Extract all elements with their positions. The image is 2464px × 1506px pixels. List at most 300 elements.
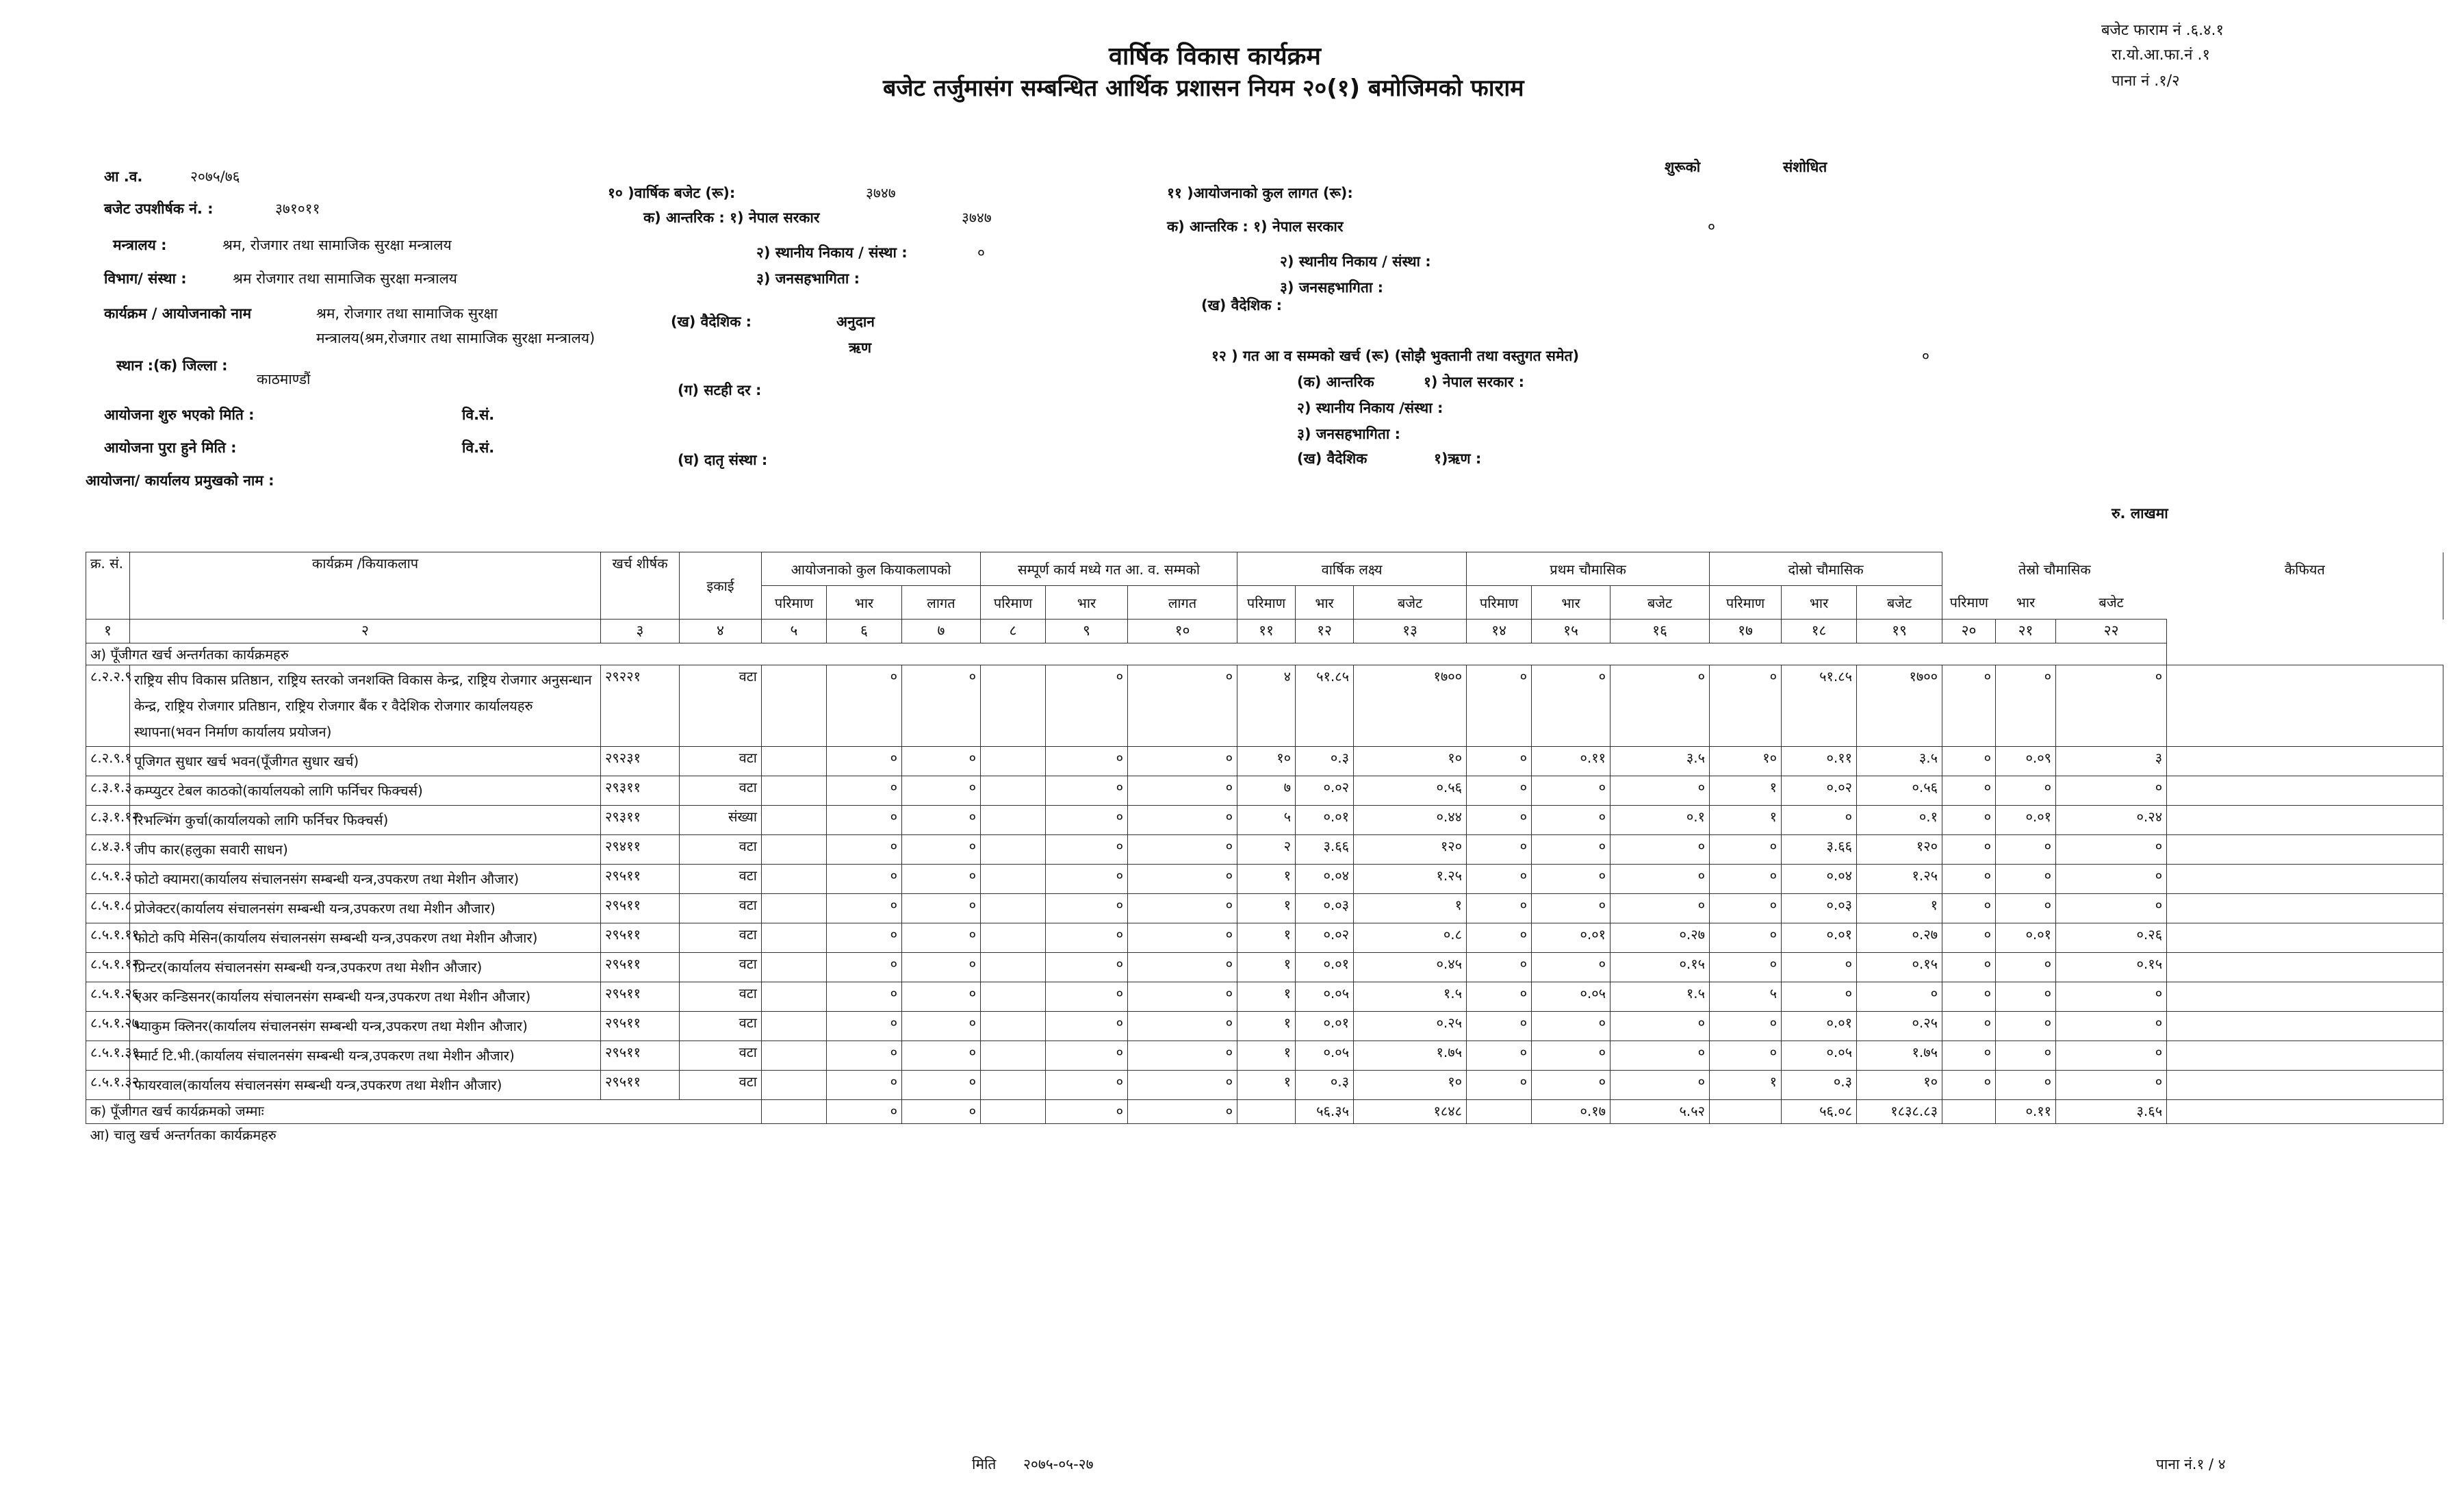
row-value-c22 [2167,923,2443,953]
row-value-c10: १ [1237,894,1296,923]
table-row [86,1041,2443,1071]
donor-label: (घ) दातृ संस्था : [678,452,768,468]
table-row [86,806,2443,835]
section-current-row [86,1124,2443,1146]
row-value-c7 [981,982,1046,1012]
prev-expense-label: १२ ) गत आ व सम्मको खर्च (रू) (सोझै भुक्तानी तथा वस्तुगत समेत) [1211,348,1580,364]
dept-label: विभाग/ संस्था : [104,270,187,287]
program-label: कार्यक्रम / आयोजनाको नाम [104,305,252,322]
row-value-c21: ० [2056,865,2167,894]
row-value-c16: ५ [1710,982,1782,1012]
row-unit: वटा [680,953,762,982]
total-value-c7 [981,1100,1046,1124]
total-value-c19 [1942,1100,1996,1124]
total-value-c15: ५.५२ [1610,1100,1710,1124]
row-value-c7 [981,806,1046,835]
row-code: २९५११ [601,953,680,982]
row-sn: ८.५.१.२६ [86,982,130,1012]
col-group-q3: तेस्रो चौमासिक [2018,561,2091,578]
row-value-c11: ५१.८५ [1296,665,1354,747]
row-value-c9: ० [1128,747,1237,776]
column-index-cell: ७ [902,620,981,643]
row-value-c11: ०.०३ [1296,894,1354,923]
form-title: वार्षिक विकास कार्यक्रम [1109,42,1321,71]
start-date-label: आयोजना शुरु भएको मिति : [104,407,255,423]
chief-label: आयोजना/ कार्यालय प्रमुखको नाम : [86,472,274,489]
sub-qty: परिमाण [762,586,827,620]
column-index-cell: ३ [601,620,680,643]
row-activity: जीप कार(हलुका सवारी साधन) [130,835,601,865]
sub-weight: भार [1782,586,1857,620]
row-value-c8: ० [1046,1071,1128,1100]
budget-grant-label: अनुदान [836,314,875,330]
unit-note: रु. लाखमा [2112,505,2168,522]
table-row [86,982,2443,1012]
form-subtitle: बजेट तर्जुमासंग सम्बन्धित आर्थिक प्रशासन नियम २०(१) बमोजिमको फाराम [883,75,1524,102]
row-value-c22 [2167,835,2443,865]
column-index-cell: १७ [1710,620,1782,643]
row-value-c4 [762,923,827,953]
column-index-cell: १२ [1296,620,1354,643]
initial-col-label: शुरूको [1665,159,1701,175]
row-value-c7 [981,776,1046,806]
row-activity: फायरवाल(कार्यालय संचालनसंग सम्बन्धी यन्त्र,उपकरण तथा मेशीन औजार) [130,1071,601,1100]
row-value-c14: ० [1532,1071,1610,1100]
program-table [86,552,2443,1145]
column-index-cell: २ [130,620,601,643]
row-value-c10: १ [1237,1071,1296,1100]
row-value-c9: ० [1128,806,1237,835]
sub-cost: लागत [902,586,981,620]
row-value-c14: ० [1532,806,1610,835]
row-value-c6: ० [902,776,981,806]
row-value-c12: ०.४५ [1354,953,1467,982]
row-value-c19: ० [1942,865,1996,894]
subhead-value: ३७१०११ [275,201,320,217]
column-index-cell: ११ [1237,620,1296,643]
row-code: २९५११ [601,1041,680,1071]
row-value-c6: ० [902,665,981,747]
cost-internal-label: क) आन्तरिक : १) नेपाल सरकार [1167,218,1344,235]
row-code: २९२२१ [601,665,680,747]
table-row [86,894,2443,923]
row-value-c16: १ [1710,1071,1782,1100]
row-unit: वटा [680,835,762,865]
annual-budget-value: ३७४७ [866,185,896,201]
row-unit: वटा [680,1041,762,1071]
row-value-c16: ० [1710,894,1782,923]
row-value-c17: ०.०५ [1782,1041,1857,1071]
page-number: पाना नं .१/२ [2112,73,2180,90]
row-value-c12: ०.२५ [1354,1012,1467,1041]
row-value-c16: ० [1710,665,1782,747]
row-value-c8: ० [1046,806,1128,835]
row-sn: ८.५.१.३ [86,865,130,894]
sub-budget: बजेट [1857,586,1942,620]
sub-weight: भार [1046,586,1128,620]
row-value-c13: ० [1467,953,1532,982]
row-value-c18: १.२५ [1857,865,1942,894]
sub-qty: परिमाण [1710,586,1782,620]
row-value-c5: ० [827,923,902,953]
column-index-cell: १६ [1610,620,1710,643]
row-value-c5: ० [827,806,902,835]
row-value-c4 [762,1041,827,1071]
row-value-c10: १ [1237,953,1296,982]
row-value-c13: ० [1467,665,1532,747]
row-value-c14: ० [1532,865,1610,894]
row-value-c9: ० [1128,982,1237,1012]
annual-budget-label: १० )वार्षिक बजेट (रू): [608,185,736,201]
row-sn: ८.३.१.१२ [86,806,130,835]
row-value-c16: ० [1710,923,1782,953]
subhead-label: बजेट उपशीर्षक नं. : [104,201,214,217]
row-value-c13: ० [1467,1041,1532,1071]
row-value-c18: १० [1857,1071,1942,1100]
sub-budget: बजेट [1354,586,1467,620]
row-value-c9: ० [1128,1012,1237,1041]
row-value-c6: ० [902,1041,981,1071]
row-value-c6: ० [902,894,981,923]
row-value-c18: ०.२५ [1857,1012,1942,1041]
table-row [86,865,2443,894]
row-value-c14: ०.११ [1532,747,1610,776]
row-value-c6: ० [902,1012,981,1041]
table-row [86,923,2443,953]
row-value-c21: ० [2056,1012,2167,1041]
row-value-c17: ०.०३ [1782,894,1857,923]
col-group-q1: प्रथम चौमासिक [1467,552,1710,586]
row-value-c5: ० [827,953,902,982]
total-value-c18: १८३८.८३ [1857,1100,1942,1124]
row-value-c12: ०.४४ [1354,806,1467,835]
row-value-c21: ३ [2056,747,2167,776]
row-value-c15: ० [1610,1071,1710,1100]
row-activity: प्रोजेक्टर(कार्यालय संचालनसंग सम्बन्धी यन्त्र,उपकरण तथा मेशीन औजार) [130,894,601,923]
row-value-c22 [2167,776,2443,806]
row-value-c17: ५१.८५ [1782,665,1857,747]
row-value-c17: ०.०४ [1782,865,1857,894]
row-value-c13: ० [1467,835,1532,865]
row-value-c19: ० [1942,894,1996,923]
row-value-c14: ० [1532,953,1610,982]
row-value-c18: ०.२७ [1857,923,1942,953]
table-row [86,776,2443,806]
budget-loan-label: ऋण [849,340,872,356]
sub-budget: बजेट [1610,586,1710,620]
row-value-c15: ० [1610,665,1710,747]
row-value-c5: ० [827,835,902,865]
row-value-c20: ० [1996,776,2056,806]
row-value-c8: ० [1046,1041,1128,1071]
total-value-c20: ०.११ [1996,1100,2056,1124]
row-value-c21: ० [2056,982,2167,1012]
row-sn: ८.३.१.३ [86,776,130,806]
column-index-cell: १९ [1857,620,1942,643]
row-value-c18: १२० [1857,835,1942,865]
row-value-c5: ० [827,865,902,894]
row-value-c14: ० [1532,1041,1610,1071]
row-sn: ८.५.१.१२ [86,953,130,982]
row-unit: वटा [680,776,762,806]
row-value-c10: १० [1237,747,1296,776]
row-value-c8: ० [1046,923,1128,953]
row-value-c16: ० [1710,865,1782,894]
table-row [86,1012,2443,1041]
row-value-c20: ० [1996,1041,2056,1071]
row-unit: वटा [680,1012,762,1041]
sub-weight: भार [1532,586,1610,620]
table-row [86,665,2443,747]
sub-weight: भार [2016,594,2036,611]
row-value-c17: ३.६६ [1782,835,1857,865]
budget-local-label: २) स्थानीय निकाय / संस्था : [756,244,908,261]
row-value-c7 [981,1012,1046,1041]
row-value-c14: ० [1532,1012,1610,1041]
total-row [86,1100,2443,1124]
exchange-rate-label: (ग) सटही दर : [678,382,762,398]
row-value-c11: ०.०२ [1296,923,1354,953]
row-value-c6: ० [902,923,981,953]
column-index-cell: ८ [981,620,1046,643]
col-group-done: सम्पूर्ण कार्य मध्ये गत आ. व. सम्मको [981,552,1237,586]
row-value-c19: ० [1942,953,1996,982]
row-unit: संख्या [680,806,762,835]
total-cost-label: ११ )आयोजनाको कुल लागत (रू): [1167,185,1353,201]
row-value-c19: ० [1942,982,1996,1012]
row-value-c18: १७०० [1857,665,1942,747]
row-sn: ८.५.१.३२ [86,1071,130,1100]
row-value-c20: ०.०१ [1996,806,2056,835]
row-unit: वटा [680,747,762,776]
row-value-c18: ०.१५ [1857,953,1942,982]
row-value-c13: ० [1467,865,1532,894]
row-value-c13: ० [1467,1012,1532,1041]
row-value-c10: ४ [1237,665,1296,747]
row-value-c20: ० [1996,835,2056,865]
total-value-c9: ० [1128,1100,1237,1124]
row-value-c13: ० [1467,894,1532,923]
row-value-c21: ०.२४ [2056,806,2167,835]
total-value-c4 [762,1100,827,1124]
row-value-c12: ०.८ [1354,923,1467,953]
row-value-c21: ० [2056,1071,2167,1100]
row-value-c22 [2167,894,2443,923]
row-value-c21: ० [2056,665,2167,747]
row-sn: ८.४.३.१ [86,835,130,865]
row-value-c9: ० [1128,894,1237,923]
row-value-c9: ० [1128,776,1237,806]
row-unit: वटा [680,923,762,953]
row-activity: फोटो कपि मेसिन(कार्यालय संचालनसंग सम्बन्धी यन्त्र,उपकरण तथा मेशीन औजार) [130,923,601,953]
row-value-c19: ० [1942,1012,1996,1041]
row-value-c17: ०.०१ [1782,923,1857,953]
row-value-c16: १० [1710,747,1782,776]
row-value-c22 [2167,982,2443,1012]
row-unit: वटा [680,894,762,923]
row-value-c12: १० [1354,747,1467,776]
row-activity: एअर कन्डिसनर(कार्यालय संचालनसंग सम्बन्धी यन्त्र,उपकरण तथा मेशीन औजार) [130,982,601,1012]
col-group-total: आयोजनाको कुल कियाकलापको [762,552,981,586]
row-value-c10: २ [1237,835,1296,865]
col-code: खर्च शीर्षक [601,552,680,620]
row-value-c20: ०.०१ [1996,923,2056,953]
sub-qty: परिमाण [1467,586,1532,620]
section-current-label: आ) चालु खर्च अन्तर्गतका कार्यक्रमहरु [90,1127,277,1143]
row-value-c4 [762,982,827,1012]
row-value-c7 [981,894,1046,923]
sub-qty: परिमाण [1949,594,1988,611]
row-activity: स्मार्ट टि.भी.(कार्यालय संचालनसंग सम्बन्धी यन्त्र,उपकरण तथा मेशीन औजार) [130,1041,601,1071]
column-index-cell: १५ [1532,620,1610,643]
table-row [86,953,2443,982]
row-value-c6: ० [902,865,981,894]
end-date-label: आयोजना पुरा हुने मिति : [104,439,237,456]
location-label: स्थान :(क) जिल्ला : [116,357,228,374]
row-value-c8: ० [1046,835,1128,865]
budget-internal-label: क) आन्तरिक : १) नेपाल सरकार [643,209,820,226]
row-value-c6: ० [902,953,981,982]
prev-foreign-label: (ख) वैदेशिक [1297,450,1368,467]
total-value-c17: ५६.०८ [1782,1100,1857,1124]
cost-internal-value: ० [1708,218,1715,235]
row-value-c15: ०.२७ [1610,923,1710,953]
row-value-c12: १.२५ [1354,865,1467,894]
column-index-cell: ५ [762,620,827,643]
end-date-vs: वि.सं. [462,439,495,456]
row-value-c5: ० [827,1071,902,1100]
row-value-c8: ० [1046,747,1128,776]
ministry-value: श्रम, रोजगार तथा सामाजिक सुरक्षा मन्त्रालय [222,237,452,253]
row-value-c4 [762,953,827,982]
row-value-c20: ० [1996,982,2056,1012]
row-value-c22 [2167,953,2443,982]
row-activity: राष्ट्रिय सीप विकास प्रतिष्ठान, राष्ट्रिय स्तरको जनशक्ति विकास केन्द्र, राष्ट्रिय रोजगार अनुसन्धान केन्द्र, राष्ट्रिय रोजगार प्रतिष्ठान, राष्ट्रिय रोजगार बैंक र वैदेशिक रोजगार कार्यालयहरु स्थापना(भवन निर्माण कार्यालय प्रयोजन) [130,665,601,747]
row-value-c20: ० [1996,665,2056,747]
row-value-c7 [981,923,1046,953]
col-group-q2: दोस्रो चौमासिक [1710,552,1942,586]
row-code: २९४११ [601,835,680,865]
row-value-c15: ३.५ [1610,747,1710,776]
row-value-c9: ० [1128,1071,1237,1100]
row-value-c16: ० [1710,953,1782,982]
row-value-c19: ० [1942,923,1996,953]
row-value-c10: १ [1237,923,1296,953]
prev-internal-gov-label: १) नेपाल सरकार : [1424,374,1525,390]
row-value-c5: ० [827,894,902,923]
row-code: २९५११ [601,1012,680,1041]
row-value-c13: ० [1467,923,1532,953]
row-value-c7 [981,1071,1046,1100]
row-value-c7 [981,835,1046,865]
row-value-c11: ०.३ [1296,747,1354,776]
row-value-c15: ० [1610,835,1710,865]
row-sn: ८.२.९.१ [86,747,130,776]
total-value-c11: ५६.३५ [1296,1100,1354,1124]
row-value-c9: ० [1128,1041,1237,1071]
row-code: २९५११ [601,894,680,923]
row-code: २९५११ [601,865,680,894]
row-value-c17: ०.३ [1782,1071,1857,1100]
row-value-c9: ० [1128,865,1237,894]
column-index-row [86,620,2443,643]
row-sn: ८.५.१.११ [86,923,130,953]
row-unit: वटा [680,982,762,1012]
row-value-c6: ० [902,982,981,1012]
row-value-c10: १ [1237,982,1296,1012]
column-index-cell: २१ [1996,620,2056,643]
row-value-c7 [981,1041,1046,1071]
row-sn: ८.५.१.२७ [86,1012,130,1041]
row-value-c10: ७ [1237,776,1296,806]
row-value-c7 [981,665,1046,747]
col-activity: कार्यक्रम /कियाकलाप [130,552,601,620]
row-value-c20: ०.०९ [1996,747,2056,776]
row-value-c11: ०.०४ [1296,865,1354,894]
budget-foreign-label: (ख) वैदेशिक : [671,314,752,330]
sub-weight: भार [1296,586,1354,620]
row-value-c19: ० [1942,776,1996,806]
row-value-c6: ० [902,806,981,835]
footer-date-label: मिति [972,1456,997,1472]
row-value-c17: ० [1782,953,1857,982]
row-value-c8: ० [1046,776,1128,806]
column-index-cell: २२ [2056,620,2167,643]
row-activity: कम्प्युटर टेबल काठको(कार्यालयको लागि फर्निचर फिक्चर्स) [130,776,601,806]
row-value-c15: ० [1610,1041,1710,1071]
row-value-c5: ० [827,665,902,747]
prev-public-label: ३) जनसहभागिता : [1297,426,1400,442]
total-value-c8: ० [1046,1100,1128,1124]
row-value-c8: ० [1046,953,1128,982]
row-value-c16: ० [1710,1041,1782,1071]
start-date-vs: वि.सं. [462,407,495,423]
row-value-c5: ० [827,982,902,1012]
col-sn: क्र. सं. [86,552,130,620]
row-value-c9: ० [1128,953,1237,982]
section-capital-label: अ) पूँजीगत खर्च अन्तर्गतका कार्यक्रमहरु [86,643,2167,665]
dept-value: श्रम रोजगार तथा सामाजिक सुरक्षा मन्त्रालय [233,270,457,287]
row-unit: वटा [680,1071,762,1100]
row-value-c18: ३.५ [1857,747,1942,776]
footer-date-value: २०७५-०५-२७ [1023,1456,1094,1472]
row-activity: पूजिगत सुधार खर्च भवन(पूँजीगत सुधार खर्च) [130,747,601,776]
location-value: काठमाण्डौं [257,371,311,387]
row-value-c19: ० [1942,1071,1996,1100]
row-value-c8: ० [1046,1012,1128,1041]
column-index-cell: १ [86,620,130,643]
row-value-c22 [2167,806,2443,835]
row-value-c12: ०.५६ [1354,776,1467,806]
column-index-cell: ९ [1046,620,1128,643]
row-value-c17: ०.०१ [1782,1012,1857,1041]
row-value-c15: ० [1610,894,1710,923]
row-value-c8: ० [1046,865,1128,894]
total-value-c5: ० [827,1100,902,1124]
column-index-cell: १३ [1354,620,1467,643]
row-value-c9: ० [1128,665,1237,747]
total-label: क) पूँजीगत खर्च कार्यक्रमको जम्माः [86,1100,762,1124]
sub-qty: परिमाण [981,586,1046,620]
row-value-c13: ० [1467,806,1532,835]
row-value-c18: ० [1857,982,1942,1012]
row-value-c13: ० [1467,982,1532,1012]
budget-public-label: ३) जनसहभागिता : [756,270,860,287]
row-sn: ८.५.१.३१ [86,1041,130,1071]
row-value-c4 [762,806,827,835]
section-capital-row [86,643,2443,665]
row-value-c7 [981,747,1046,776]
